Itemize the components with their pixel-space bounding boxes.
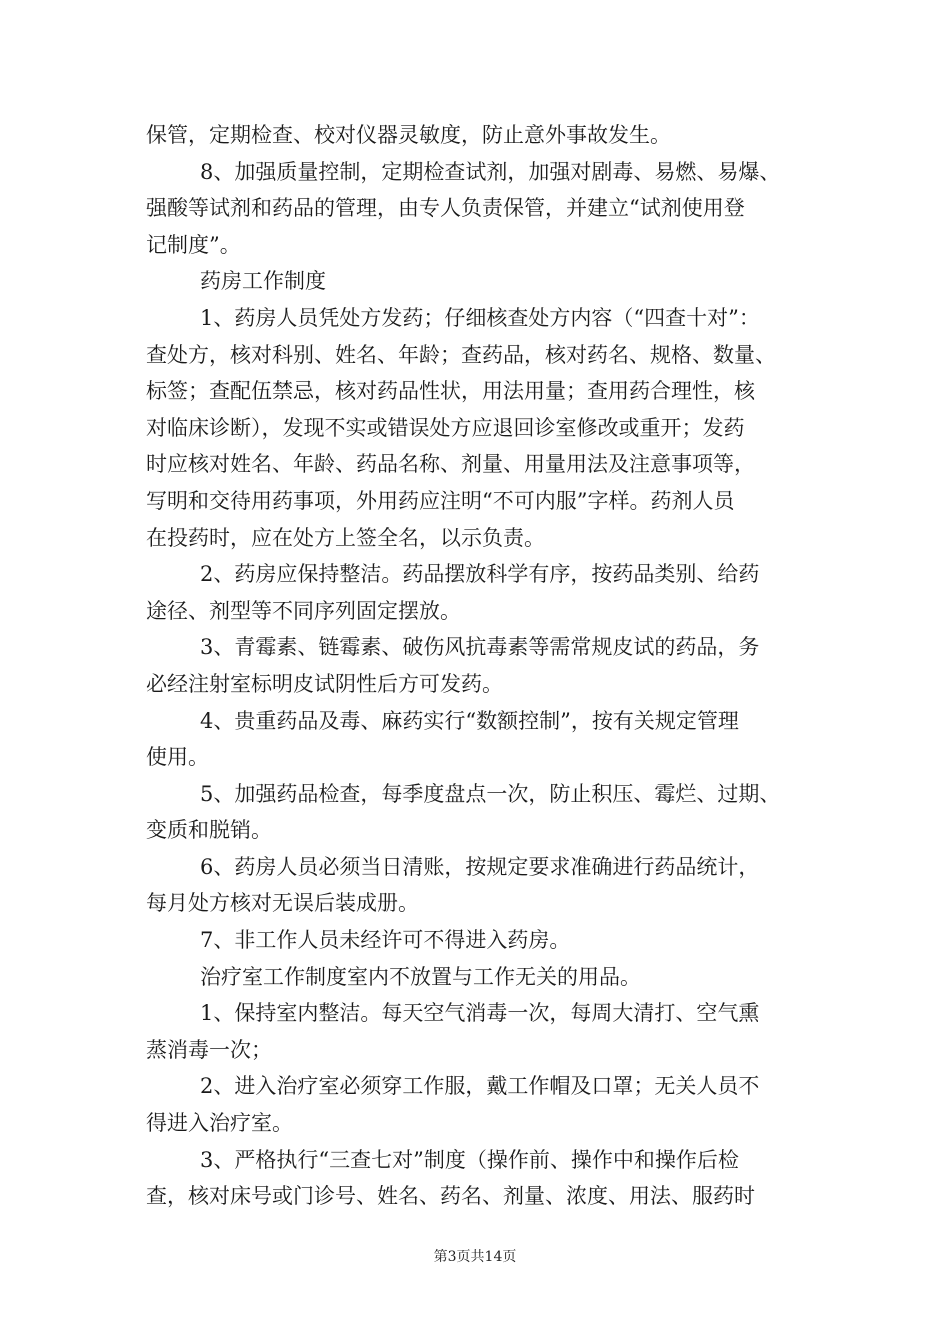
- footer-current-page: 3: [447, 1249, 457, 1265]
- text-line: 得进入治疗室。: [146, 1111, 293, 1136]
- text-line: 途径、剂型等不同序列固定摆放。: [146, 598, 461, 623]
- text-line: 2、药房应保持整洁。药品摆放科学有序，按药品类别、给药: [200, 562, 760, 587]
- text-line: 2、进入治疗室必须穿工作服，戴工作帽及口罩；无关人员不: [200, 1074, 760, 1099]
- text-line: 3、严格执行“三查七对”制度（操作前、操作中和操作后检: [200, 1147, 739, 1172]
- footer-total-pages: 14: [484, 1249, 503, 1265]
- text-line: 记制度”。: [146, 232, 241, 257]
- text-line: 5、加强药品检查，每季度盘点一次，防止积压、霉烂、过期、: [200, 781, 781, 806]
- text-line: 4、贵重药品及毒、麻药实行“数额控制”，按有关规定管理: [200, 708, 739, 733]
- text-line: 必经注射室标明皮试阴性后方可发药。: [146, 671, 503, 696]
- text-line: 强酸等试剂和药品的管理，由专人负责保管，并建立“试剂使用登: [146, 196, 745, 221]
- text-line: 在投药时，应在处方上签全名，以示负责。: [146, 525, 545, 550]
- text-line: 1、保持室内整洁。每天空气消毒一次，每周大清打、空气熏: [200, 1001, 760, 1026]
- text-line: 蒸消毒一次；: [146, 1037, 272, 1062]
- footer-middle: 页共: [456, 1249, 485, 1265]
- text-line: 药房工作制度: [200, 269, 326, 294]
- text-line: 6、药房人员必须当日清账，按规定要求准确进行药品统计，: [200, 854, 760, 879]
- text-line: 3、青霉素、链霉素、破伤风抗毒素等需常规皮试的药品，务: [200, 635, 760, 660]
- text-line: 保管，定期检查、校对仪器灵敏度，防止意外事故发生。: [146, 123, 671, 147]
- page-body: [146, 117, 810, 1215]
- text-line: 治疗室工作制度室内不放置与工作无关的用品。: [200, 964, 641, 989]
- page-footer: [0, 1248, 950, 1266]
- text-line: 时应核对姓名、年龄、药品名称、剂量、用量用法及注意事项等，: [146, 452, 755, 477]
- text-line: 写明和交待用药事项，外用药应注明“不可内服”字样。药剂人员: [146, 488, 735, 513]
- text-line: 变质和脱销。: [146, 818, 272, 843]
- text-line: 1、药房人员凭处方发药；仔细核查处方内容（“四查十对”：: [200, 305, 760, 330]
- footer-prefix: 第: [433, 1249, 448, 1265]
- text-line: 标签；查配伍禁忌，核对药品性状，用法用量；查用药合理性，核: [146, 379, 755, 404]
- text-line: 对临床诊断），发现不实或错误处方应退回诊室修改或重开；发药: [146, 415, 745, 440]
- text-line: 查处方，核对科别、姓名、年龄；查药品，核对药名、规格、数量、: [146, 342, 776, 367]
- text-line: 8、加强质量控制，定期检查试剂，加强对剧毒、易燃、易爆、: [200, 159, 781, 184]
- footer-suffix: 页: [502, 1249, 517, 1265]
- text-line: 查，核对床号或门诊号、姓名、药名、剂量、浓度、用法、服药时: [146, 1184, 755, 1209]
- text-line: 每月处方核对无误后装成册。: [146, 891, 419, 916]
- text-line: 使用。: [146, 745, 209, 770]
- text-line: 7、非工作人员未经许可不得进入药房。: [200, 928, 571, 953]
